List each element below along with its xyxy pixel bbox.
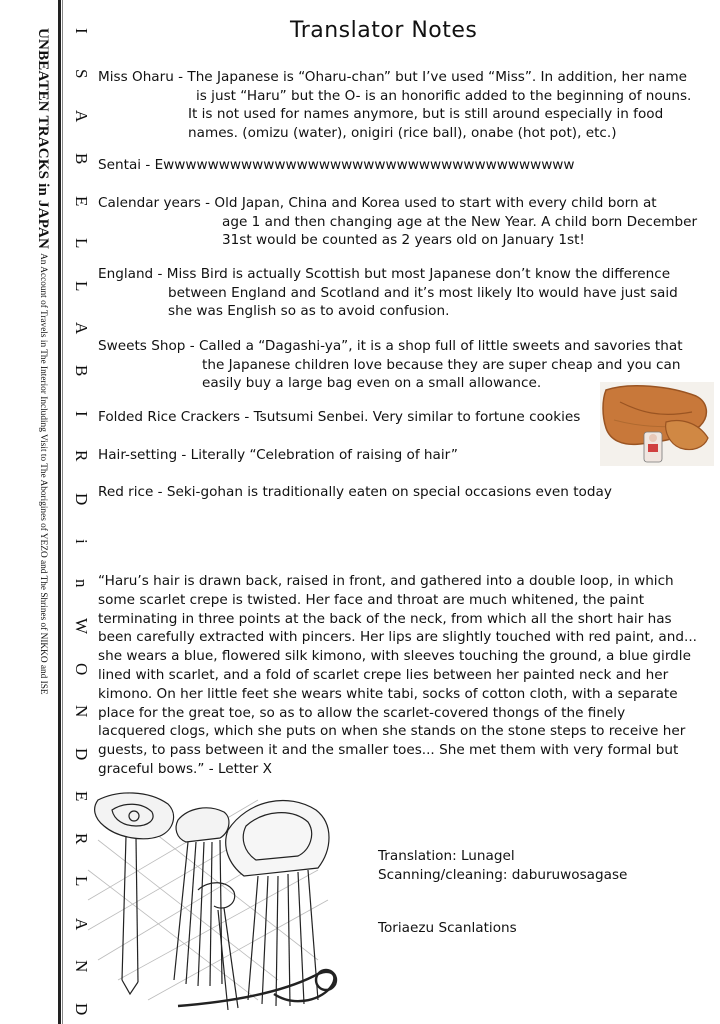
quote-line: kimono. On her little feet she wears white tabi, socks of cotton cloth, with a separate — [98, 685, 678, 702]
note-line: is just “Haru” but the O- is an honorific added to the beginning of nouns. — [196, 87, 692, 104]
note-england — [98, 265, 678, 321]
note-line: Hair-setting - Literally “Celebration of raising of hair” — [98, 447, 458, 463]
spine-letter: R — [72, 450, 91, 462]
quote-line: place for the great toe, so as to allow the scarlet-covered thongs of the finely — [98, 704, 626, 721]
note-sentai — [98, 156, 575, 175]
note-line: England - Miss Bird is actually Scottish but most Japanese don’t know the difference — [98, 266, 671, 282]
spine-letter: I — [72, 28, 91, 34]
spine-letter: L — [72, 238, 91, 249]
spine-letter: W — [72, 618, 91, 635]
spine-letter: A — [72, 322, 91, 335]
credit-scanning: Scanning/cleaning: daburuwosagase — [378, 867, 628, 883]
spine-letter: O — [72, 662, 91, 675]
spine-letter: B — [72, 365, 91, 377]
quote-line: lacquered clogs, which she puts on when she stands on the stone steps to receive her — [98, 723, 686, 740]
spine-letter: N — [72, 705, 91, 718]
note-line: Calendar years - Old Japan, China and Korea used to start with every child born at — [98, 195, 657, 211]
note-line: Red rice - Seki-gohan is traditionally eaten on special occasions even today — [98, 484, 612, 500]
spine-letter: D — [72, 747, 91, 760]
spine-title-block — [30, 28, 52, 1018]
spine-letter: R — [72, 833, 91, 845]
note-hair-setting — [98, 446, 458, 465]
spine-letter: D — [72, 1002, 91, 1015]
note-calendar-years — [98, 194, 697, 250]
quote-line: terminating in three points at the back of the neck, from which all the short hair has — [98, 610, 672, 627]
spine-letter: A — [72, 109, 91, 123]
hairpins-illustration — [78, 780, 348, 1020]
spine-letter: L — [72, 876, 91, 887]
note-line: It is not used for names anymore, but is still around especially in food — [188, 106, 664, 123]
note-miss-oharu — [98, 68, 691, 142]
spine-letter: A — [72, 917, 91, 930]
letter-quote — [98, 572, 716, 779]
spine-letter: D — [72, 492, 91, 505]
page-title: Translator Notes — [290, 18, 478, 43]
quote-line: lined with scarlet, and a fold of scarlet crepe lies between her painted neck and her — [98, 666, 669, 683]
note-line: Folded Rice Crackers - Tsutsumi Senbei. Very similar to fortune cookies — [98, 409, 581, 425]
credit-translation: Translation: Lunagel — [378, 848, 515, 864]
quote-line: “Haru’s hair is drawn back, raised in front, and gathered into a double loop, in which — [98, 573, 674, 589]
spine-rule-thin — [62, 0, 63, 1024]
note-folded-rice-crackers — [98, 408, 580, 427]
spine-letter: i — [72, 538, 91, 544]
note-line: between England and Scotland and it’s most likely Ito would have just said — [168, 284, 678, 301]
note-sweets-shop — [98, 337, 683, 393]
spine-rule — [58, 0, 61, 1024]
note-line: she was English so as to avoid confusion. — [168, 303, 450, 320]
note-line: names. (omizu (water), onigiri (rice ball), onabe (hot pot), etc.) — [188, 124, 617, 141]
spine-letter: B — [72, 152, 91, 165]
note-line: 31st would be counted as 2 years old on January 1st! — [222, 232, 585, 249]
quote-line: she wears a blue, flowered silk kimono, with sleeves touching the ground, a blue girdle — [98, 648, 691, 665]
spine-letter: S — [72, 68, 91, 79]
quote-line: been carefully extracted with pincers. Her lips are slightly touched with red paint, and... — [98, 629, 697, 646]
spine-letter: N — [72, 960, 91, 973]
spine-subtitle: An Account of Travels in The Interior Including Visit to The Aborigines of YEZO and The Shrines of NIKKO and ISE — [38, 253, 48, 695]
note-line: the Japanese children love because they are super cheap and you can — [202, 356, 681, 373]
rice-cracker-photo — [600, 382, 714, 466]
note-line: easily buy a large bag even on a small allowance. — [202, 375, 542, 392]
quote-line: graceful bows.” - Letter X — [98, 760, 272, 777]
note-line: age 1 and then changing age at the New Year. A child born December — [222, 213, 698, 230]
quote-line: some scarlet crepe is twisted. Her face and throat are much whitened, the paint — [98, 591, 645, 608]
spine-letter: E — [72, 195, 91, 207]
quote-line: guests, to pass between it and the smaller toes... She met them with very formal but — [98, 742, 679, 759]
note-line: Miss Oharu - The Japanese is “Oharu-chan” but I’ve used “Miss”. In addition, her name — [98, 69, 687, 85]
note-line: Sentai - Ewwwwwwwwwwwwwwwwwwwwwwwwwwwwwwwwwwwww — [98, 157, 575, 173]
credit-group: Toriaezu Scanlations — [378, 920, 517, 936]
spine-letter: I — [72, 410, 91, 417]
spine-book-title: UNBEATEN TRACKS in JAPAN — [35, 28, 51, 250]
spine-letter: n — [72, 579, 91, 588]
note-line: Sweets Shop - Called a “Dagashi-ya”, it is a shop full of little sweets and savories that — [98, 338, 683, 354]
note-red-rice — [98, 483, 612, 502]
spine-letter: E — [72, 791, 91, 802]
spine-letter: L — [72, 280, 91, 292]
